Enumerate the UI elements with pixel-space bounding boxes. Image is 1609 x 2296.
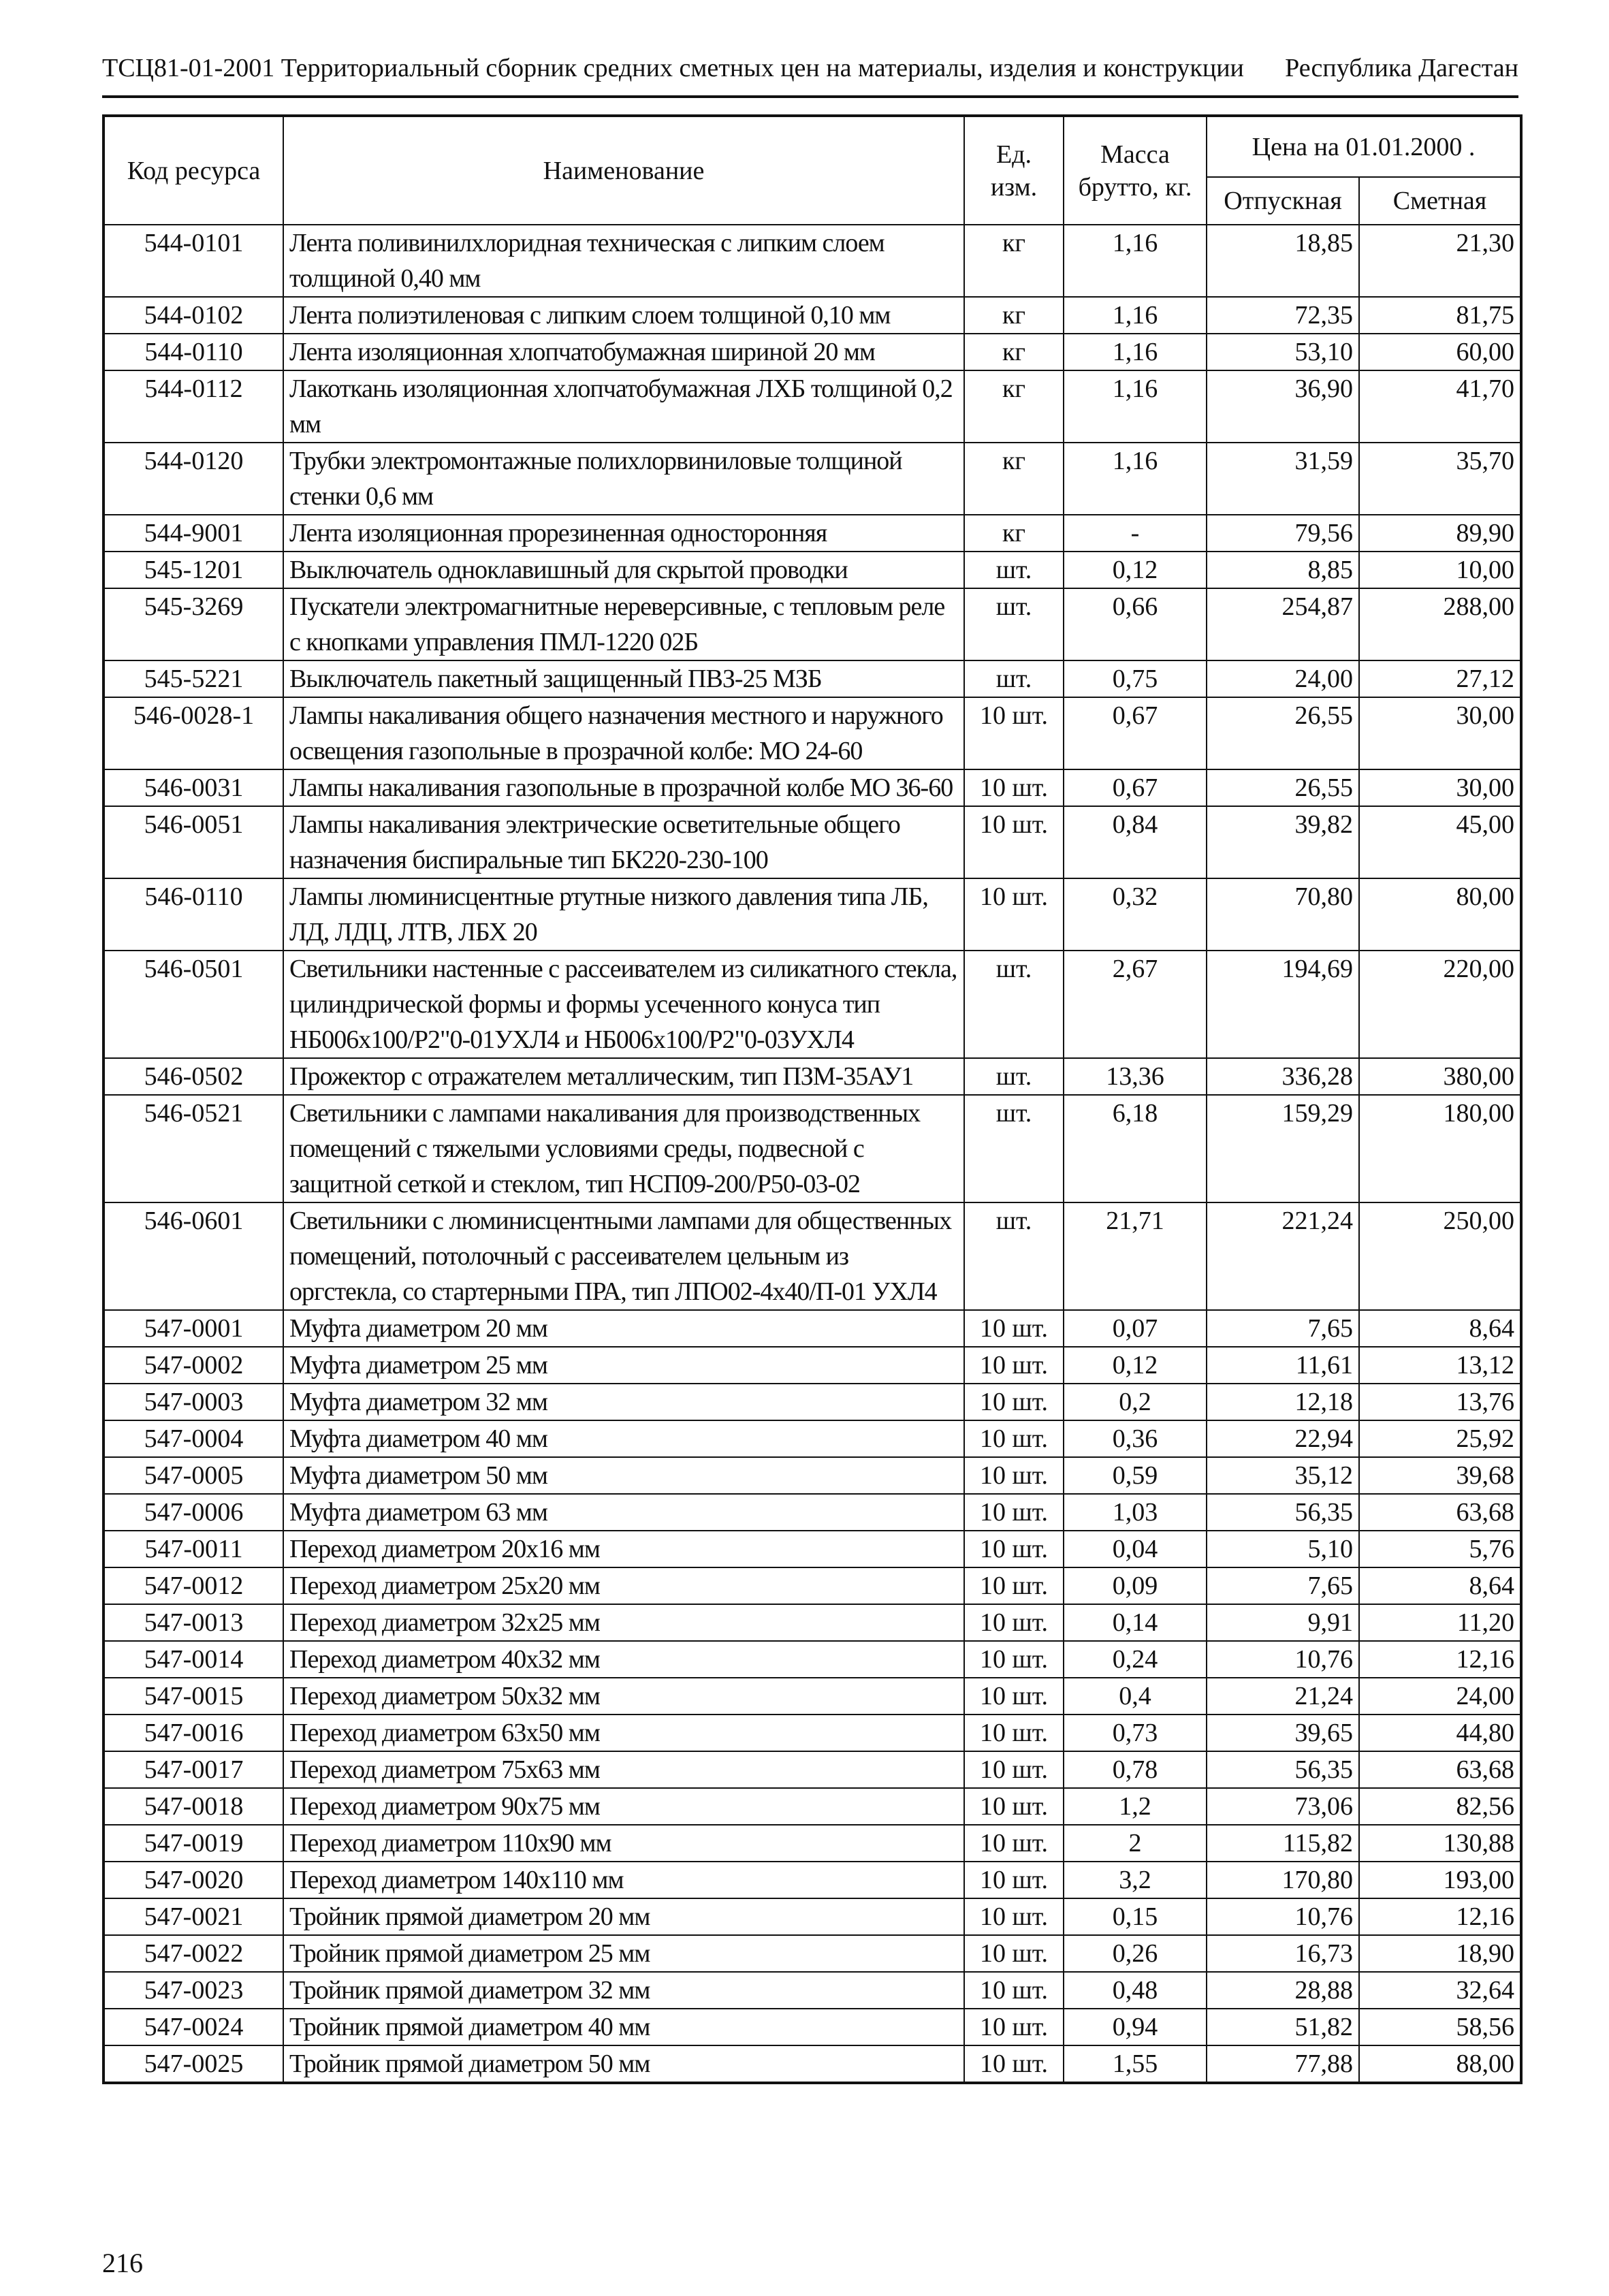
table-row — [103, 769, 1521, 806]
cell-estimate-price: 30,00 — [1359, 769, 1521, 806]
table-row — [103, 1972, 1521, 2009]
cell-release-price: 39,82 — [1207, 806, 1359, 878]
cell-unit: 10 шт. — [964, 697, 1064, 769]
cell-mass: 13,36 — [1064, 1058, 1207, 1095]
cell-unit: шт. — [964, 1058, 1064, 1095]
cell-release-price: 16,73 — [1207, 1935, 1359, 1972]
cell-unit: 10 шт. — [964, 1935, 1064, 1972]
cell-release-price: 56,35 — [1207, 1494, 1359, 1531]
cell-code: 544-0102 — [103, 297, 283, 334]
cell-release-price: 26,55 — [1207, 769, 1359, 806]
cell-unit: 10 шт. — [964, 1494, 1064, 1531]
cell-mass: 0,14 — [1064, 1604, 1207, 1641]
cell-code: 544-0120 — [103, 443, 283, 515]
cell-name: Муфта диаметром 25 мм — [283, 1347, 964, 1384]
cell-release-price: 24,00 — [1207, 660, 1359, 697]
cell-mass: 0,12 — [1064, 1347, 1207, 1384]
table-row — [103, 1457, 1521, 1494]
cell-mass: 0,67 — [1064, 769, 1207, 806]
table-row — [103, 515, 1521, 552]
cell-name: Лента поливинилхлоридная техническая с липким слоем толщиной 0,40 мм — [283, 225, 964, 297]
cell-release-price: 26,55 — [1207, 697, 1359, 769]
cell-unit: 10 шт. — [964, 1898, 1064, 1935]
table-row — [103, 1825, 1521, 1862]
cell-name: Переход диаметром 50х32 мм — [283, 1678, 964, 1715]
table-row — [103, 370, 1521, 443]
cell-estimate-price: 32,64 — [1359, 1972, 1521, 2009]
table-row — [103, 297, 1521, 334]
cell-code: 546-0502 — [103, 1058, 283, 1095]
cell-release-price: 53,10 — [1207, 334, 1359, 370]
cell-unit: 10 шт. — [964, 1604, 1064, 1641]
cell-name: Тройник прямой диаметром 20 мм — [283, 1898, 964, 1935]
header-region: Республика Дагестан — [1285, 54, 1518, 82]
cell-mass: 0,66 — [1064, 588, 1207, 660]
cell-release-price: 72,35 — [1207, 297, 1359, 334]
cell-release-price: 36,90 — [1207, 370, 1359, 443]
cell-estimate-price: 220,00 — [1359, 951, 1521, 1058]
cell-mass: 0,32 — [1064, 878, 1207, 951]
cell-release-price: 12,18 — [1207, 1384, 1359, 1420]
cell-mass: 0,2 — [1064, 1384, 1207, 1420]
cell-mass: 0,94 — [1064, 2009, 1207, 2045]
cell-estimate-price: 250,00 — [1359, 1202, 1521, 1310]
cell-name: Тройник прямой диаметром 50 мм — [283, 2045, 964, 2083]
cell-release-price: 115,82 — [1207, 1825, 1359, 1862]
cell-release-price: 5,10 — [1207, 1531, 1359, 1567]
cell-unit: кг — [964, 297, 1064, 334]
cell-code: 544-0112 — [103, 370, 283, 443]
cell-name: Муфта диаметром 32 мм — [283, 1384, 964, 1420]
cell-code: 547-0003 — [103, 1384, 283, 1420]
cell-mass: 0,78 — [1064, 1751, 1207, 1788]
cell-estimate-price: 18,90 — [1359, 1935, 1521, 1972]
cell-estimate-price: 130,88 — [1359, 1825, 1521, 1862]
cell-mass: 1,16 — [1064, 443, 1207, 515]
table-row — [103, 1898, 1521, 1935]
table-row — [103, 1310, 1521, 1347]
cell-release-price: 170,80 — [1207, 1862, 1359, 1898]
table-row — [103, 806, 1521, 878]
table-row — [103, 1347, 1521, 1384]
table-row — [103, 1420, 1521, 1457]
cell-code: 547-0004 — [103, 1420, 283, 1457]
cell-code: 547-0013 — [103, 1604, 283, 1641]
table-row — [103, 1715, 1521, 1751]
cell-estimate-price: 30,00 — [1359, 697, 1521, 769]
header-title: ТСЦ81-01-2001 Территориальный сборник средних сметных цен на материалы, изделия и конструкции — [102, 54, 1244, 82]
cell-release-price: 8,85 — [1207, 552, 1359, 588]
cell-estimate-price: 44,80 — [1359, 1715, 1521, 1751]
cell-unit: 10 шт. — [964, 1347, 1064, 1384]
cell-name: Лампы накаливания газопольные в прозрачной колбе МО 36-60 — [283, 769, 964, 806]
cell-code: 544-0101 — [103, 225, 283, 297]
cell-name: Трубки электромонтажные полихлорвиниловые толщиной стенки 0,6 мм — [283, 443, 964, 515]
cell-mass: 1,55 — [1064, 2045, 1207, 2083]
cell-estimate-price: 24,00 — [1359, 1678, 1521, 1715]
header-unit: Ед. изм. — [964, 116, 1064, 225]
cell-name: Лента изоляционная прорезиненная односторонняя — [283, 515, 964, 552]
table-row — [103, 1202, 1521, 1310]
table-row — [103, 2045, 1521, 2083]
cell-code: 545-3269 — [103, 588, 283, 660]
cell-release-price: 159,29 — [1207, 1095, 1359, 1202]
table-row — [103, 660, 1521, 697]
cell-mass: 2,67 — [1064, 951, 1207, 1058]
cell-mass: 0,59 — [1064, 1457, 1207, 1494]
cell-estimate-price: 13,76 — [1359, 1384, 1521, 1420]
cell-unit: шт. — [964, 951, 1064, 1058]
cell-release-price: 336,28 — [1207, 1058, 1359, 1095]
cell-release-price: 22,94 — [1207, 1420, 1359, 1457]
cell-code: 545-5221 — [103, 660, 283, 697]
cell-mass: 0,36 — [1064, 1420, 1207, 1457]
cell-release-price: 7,65 — [1207, 1567, 1359, 1604]
cell-estimate-price: 21,30 — [1359, 225, 1521, 297]
cell-name: Переход диаметром 75х63 мм — [283, 1751, 964, 1788]
cell-name: Светильники настенные с рассеивателем из силикатного стекла, цилиндрической формы и формы усеченного конуса тип НБ006х100/Р2"0-01УХЛ4 и НБ006х100/Р2"0-03УХЛ4 — [283, 951, 964, 1058]
header-estimate-price: Сметная — [1359, 177, 1521, 225]
cell-release-price: 9,91 — [1207, 1604, 1359, 1641]
cell-unit: кг — [964, 515, 1064, 552]
cell-release-price: 194,69 — [1207, 951, 1359, 1058]
cell-mass: 0,75 — [1064, 660, 1207, 697]
cell-code: 546-0501 — [103, 951, 283, 1058]
cell-estimate-price: 288,00 — [1359, 588, 1521, 660]
table-row — [103, 588, 1521, 660]
cell-release-price: 31,59 — [1207, 443, 1359, 515]
cell-code: 544-0110 — [103, 334, 283, 370]
cell-code: 547-0011 — [103, 1531, 283, 1567]
cell-estimate-price: 27,12 — [1359, 660, 1521, 697]
cell-code: 547-0016 — [103, 1715, 283, 1751]
cell-mass: 0,12 — [1064, 552, 1207, 588]
cell-name: Выключатель пакетный защищенный ПВЗ-25 МЗБ — [283, 660, 964, 697]
cell-release-price: 7,65 — [1207, 1310, 1359, 1347]
table-row — [103, 225, 1521, 297]
cell-name: Лента изоляционная хлопчатобумажная шириной 20 мм — [283, 334, 964, 370]
cell-name: Тройник прямой диаметром 25 мм — [283, 1935, 964, 1972]
cell-name: Переход диаметром 140х110 мм — [283, 1862, 964, 1898]
cell-estimate-price: 45,00 — [1359, 806, 1521, 878]
cell-unit: кг — [964, 370, 1064, 443]
cell-release-price: 10,76 — [1207, 1641, 1359, 1678]
cell-estimate-price: 35,70 — [1359, 443, 1521, 515]
cell-estimate-price: 12,16 — [1359, 1641, 1521, 1678]
cell-name: Лампы накаливания электрические осветительные общего назначения биспиральные тип БК220-230-100 — [283, 806, 964, 878]
cell-estimate-price: 41,70 — [1359, 370, 1521, 443]
header-mass: Масса брутто, кг. — [1064, 116, 1207, 225]
header-price-group: Цена на 01.01.2000 . — [1207, 116, 1521, 177]
cell-name: Лакоткань изоляционная хлопчатобумажная ЛХБ толщиной 0,2 мм — [283, 370, 964, 443]
cell-estimate-price: 193,00 — [1359, 1862, 1521, 1898]
cell-name: Переход диаметром 90х75 мм — [283, 1788, 964, 1825]
cell-name: Выключатель одноклавишный для скрытой проводки — [283, 552, 964, 588]
cell-mass: 3,2 — [1064, 1862, 1207, 1898]
page-number: 216 — [102, 2248, 143, 2278]
cell-unit: шт. — [964, 1202, 1064, 1310]
cell-release-price: 79,56 — [1207, 515, 1359, 552]
table-row — [103, 443, 1521, 515]
cell-release-price: 28,88 — [1207, 1972, 1359, 2009]
table-row — [103, 1935, 1521, 1972]
table-row — [103, 1862, 1521, 1898]
cell-code: 547-0005 — [103, 1457, 283, 1494]
cell-code: 547-0019 — [103, 1825, 283, 1862]
cell-code: 547-0012 — [103, 1567, 283, 1604]
cell-mass: 0,26 — [1064, 1935, 1207, 1972]
cell-estimate-price: 63,68 — [1359, 1494, 1521, 1531]
cell-code: 547-0014 — [103, 1641, 283, 1678]
cell-code: 547-0021 — [103, 1898, 283, 1935]
cell-name: Пускатели электромагнитные нереверсивные, с тепловым реле с кнопками управления ПМЛ-1220 02Б — [283, 588, 964, 660]
cell-unit: 10 шт. — [964, 1384, 1064, 1420]
cell-mass: 0,4 — [1064, 1678, 1207, 1715]
cell-name: Муфта диаметром 20 мм — [283, 1310, 964, 1347]
cell-unit: шт. — [964, 1095, 1064, 1202]
cell-release-price: 10,76 — [1207, 1898, 1359, 1935]
cell-code: 547-0018 — [103, 1788, 283, 1825]
cell-estimate-price: 10,00 — [1359, 552, 1521, 588]
cell-unit: 10 шт. — [964, 1420, 1064, 1457]
table-row — [103, 1788, 1521, 1825]
cell-unit: 10 шт. — [964, 1972, 1064, 2009]
cell-name: Тройник прямой диаметром 32 мм — [283, 1972, 964, 2009]
table-row — [103, 1531, 1521, 1567]
running-header — [102, 53, 1518, 94]
table-row — [103, 552, 1521, 588]
header-code: Код ресурса — [103, 116, 283, 225]
cell-release-price: 51,82 — [1207, 2009, 1359, 2045]
cell-unit: 10 шт. — [964, 1531, 1064, 1567]
cell-estimate-price: 60,00 — [1359, 334, 1521, 370]
table-row — [103, 1567, 1521, 1604]
cell-mass: 1,16 — [1064, 225, 1207, 297]
cell-mass: 0,48 — [1064, 1972, 1207, 2009]
cell-mass: 1,2 — [1064, 1788, 1207, 1825]
cell-estimate-price: 80,00 — [1359, 878, 1521, 951]
cell-release-price: 221,24 — [1207, 1202, 1359, 1310]
cell-code: 547-0020 — [103, 1862, 283, 1898]
cell-mass: 0,04 — [1064, 1531, 1207, 1567]
cell-release-price: 70,80 — [1207, 878, 1359, 951]
cell-name: Муфта диаметром 40 мм — [283, 1420, 964, 1457]
cell-unit: шт. — [964, 552, 1064, 588]
cell-name: Переход диаметром 20х16 мм — [283, 1531, 964, 1567]
cell-mass: 0,73 — [1064, 1715, 1207, 1751]
cell-unit: кг — [964, 334, 1064, 370]
price-table — [102, 114, 1523, 2084]
cell-code: 547-0025 — [103, 2045, 283, 2083]
table-row — [103, 878, 1521, 951]
cell-unit: шт. — [964, 588, 1064, 660]
cell-code: 546-0110 — [103, 878, 283, 951]
cell-estimate-price: 82,56 — [1359, 1788, 1521, 1825]
table-row — [103, 951, 1521, 1058]
cell-name: Лента полиэтиленовая с липким слоем толщиной 0,10 мм — [283, 297, 964, 334]
cell-code: 547-0002 — [103, 1347, 283, 1384]
cell-mass: 0,67 — [1064, 697, 1207, 769]
table-row — [103, 1384, 1521, 1420]
cell-mass: 0,09 — [1064, 1567, 1207, 1604]
cell-code: 547-0017 — [103, 1751, 283, 1788]
cell-unit: 10 шт. — [964, 878, 1064, 951]
cell-estimate-price: 89,90 — [1359, 515, 1521, 552]
cell-mass: 0,07 — [1064, 1310, 1207, 1347]
table-row — [103, 697, 1521, 769]
cell-unit: 10 шт. — [964, 769, 1064, 806]
cell-name: Светильники с лампами накаливания для производственных помещений с тяжелыми условиями среды, подвесной с защитной сеткой и стеклом, тип НСП09-200/Р50-03-02 — [283, 1095, 964, 1202]
cell-code: 546-0601 — [103, 1202, 283, 1310]
cell-estimate-price: 88,00 — [1359, 2045, 1521, 2083]
cell-mass: 6,18 — [1064, 1095, 1207, 1202]
cell-estimate-price: 180,00 — [1359, 1095, 1521, 1202]
cell-name: Переход диаметром 32х25 мм — [283, 1604, 964, 1641]
cell-code: 547-0022 — [103, 1935, 283, 1972]
cell-name: Прожектор с отражателем металлическим, тип ПЗМ-35АУ1 — [283, 1058, 964, 1095]
cell-name: Переход диаметром 40х32 мм — [283, 1641, 964, 1678]
cell-mass: 0,24 — [1064, 1641, 1207, 1678]
cell-unit: 10 шт. — [964, 806, 1064, 878]
cell-unit: 10 шт. — [964, 1641, 1064, 1678]
cell-unit: 10 шт. — [964, 1862, 1064, 1898]
cell-unit: 10 шт. — [964, 1310, 1064, 1347]
cell-mass: 0,84 — [1064, 806, 1207, 878]
header-rule — [102, 95, 1518, 98]
table-row — [103, 1751, 1521, 1788]
cell-code: 544-9001 — [103, 515, 283, 552]
cell-release-price: 254,87 — [1207, 588, 1359, 660]
cell-estimate-price: 63,68 — [1359, 1751, 1521, 1788]
cell-name: Муфта диаметром 63 мм — [283, 1494, 964, 1531]
cell-name: Переход диаметром 25х20 мм — [283, 1567, 964, 1604]
table-row — [103, 2009, 1521, 2045]
table-row — [103, 1494, 1521, 1531]
cell-release-price: 18,85 — [1207, 225, 1359, 297]
cell-name: Переход диаметром 110х90 мм — [283, 1825, 964, 1862]
cell-estimate-price: 8,64 — [1359, 1310, 1521, 1347]
table-row — [103, 1604, 1521, 1641]
table-header — [103, 116, 1521, 225]
cell-unit: шт. — [964, 660, 1064, 697]
cell-estimate-price: 13,12 — [1359, 1347, 1521, 1384]
cell-release-price: 21,24 — [1207, 1678, 1359, 1715]
cell-mass: 1,03 — [1064, 1494, 1207, 1531]
cell-mass: 1,16 — [1064, 334, 1207, 370]
cell-unit: 10 шт. — [964, 1678, 1064, 1715]
cell-unit: 10 шт. — [964, 1715, 1064, 1751]
cell-name: Переход диаметром 63х50 мм — [283, 1715, 964, 1751]
cell-unit: 10 шт. — [964, 1788, 1064, 1825]
cell-release-price: 39,65 — [1207, 1715, 1359, 1751]
cell-unit: 10 шт. — [964, 1457, 1064, 1494]
cell-unit: 10 шт. — [964, 1567, 1064, 1604]
cell-name: Светильники с люминисцентными лампами для общественных помещений, потолочный с рассеивателем цельным из оргстекла, со стартерными ПРА, тип ЛПО02-4х40/П-01 УХЛ4 — [283, 1202, 964, 1310]
table-body — [103, 225, 1521, 2083]
cell-release-price: 77,88 — [1207, 2045, 1359, 2083]
table-row — [103, 1058, 1521, 1095]
cell-estimate-price: 81,75 — [1359, 297, 1521, 334]
cell-unit: 10 шт. — [964, 1825, 1064, 1862]
cell-code: 545-1201 — [103, 552, 283, 588]
cell-mass: 2 — [1064, 1825, 1207, 1862]
cell-release-price: 73,06 — [1207, 1788, 1359, 1825]
cell-estimate-price: 25,92 — [1359, 1420, 1521, 1457]
cell-name: Лампы накаливания общего назначения местного и наружного освещения газопольные в прозрачной колбе: МО 24-60 — [283, 697, 964, 769]
table-row — [103, 334, 1521, 370]
cell-code: 547-0015 — [103, 1678, 283, 1715]
cell-mass: - — [1064, 515, 1207, 552]
cell-code: 546-0031 — [103, 769, 283, 806]
cell-unit: 10 шт. — [964, 2009, 1064, 2045]
cell-estimate-price: 12,16 — [1359, 1898, 1521, 1935]
cell-release-price: 56,35 — [1207, 1751, 1359, 1788]
cell-estimate-price: 5,76 — [1359, 1531, 1521, 1567]
cell-estimate-price: 39,68 — [1359, 1457, 1521, 1494]
cell-estimate-price: 8,64 — [1359, 1567, 1521, 1604]
cell-mass: 1,16 — [1064, 370, 1207, 443]
cell-estimate-price: 58,56 — [1359, 2009, 1521, 2045]
cell-code: 547-0023 — [103, 1972, 283, 2009]
cell-name: Тройник прямой диаметром 40 мм — [283, 2009, 964, 2045]
cell-code: 547-0001 — [103, 1310, 283, 1347]
cell-release-price: 11,61 — [1207, 1347, 1359, 1384]
cell-mass: 0,15 — [1064, 1898, 1207, 1935]
cell-code: 546-0051 — [103, 806, 283, 878]
cell-unit: кг — [964, 225, 1064, 297]
cell-unit: 10 шт. — [964, 2045, 1064, 2083]
cell-estimate-price: 380,00 — [1359, 1058, 1521, 1095]
table-row — [103, 1641, 1521, 1678]
header-release-price: Отпускная — [1207, 177, 1359, 225]
cell-mass: 1,16 — [1064, 297, 1207, 334]
cell-code: 547-0024 — [103, 2009, 283, 2045]
cell-name: Лампы люминисцентные ртутные низкого давления типа ЛБ, ЛД, ЛДЦ, ЛТВ, ЛБХ 20 — [283, 878, 964, 951]
table-row — [103, 1095, 1521, 1202]
cell-name: Муфта диаметром 50 мм — [283, 1457, 964, 1494]
cell-unit: кг — [964, 443, 1064, 515]
cell-code: 546-0028-1 — [103, 697, 283, 769]
cell-estimate-price: 11,20 — [1359, 1604, 1521, 1641]
cell-mass: 21,71 — [1064, 1202, 1207, 1310]
cell-code: 547-0006 — [103, 1494, 283, 1531]
cell-unit: 10 шт. — [964, 1751, 1064, 1788]
header-name: Наименование — [283, 116, 964, 225]
table-row — [103, 1678, 1521, 1715]
cell-code: 546-0521 — [103, 1095, 283, 1202]
cell-release-price: 35,12 — [1207, 1457, 1359, 1494]
